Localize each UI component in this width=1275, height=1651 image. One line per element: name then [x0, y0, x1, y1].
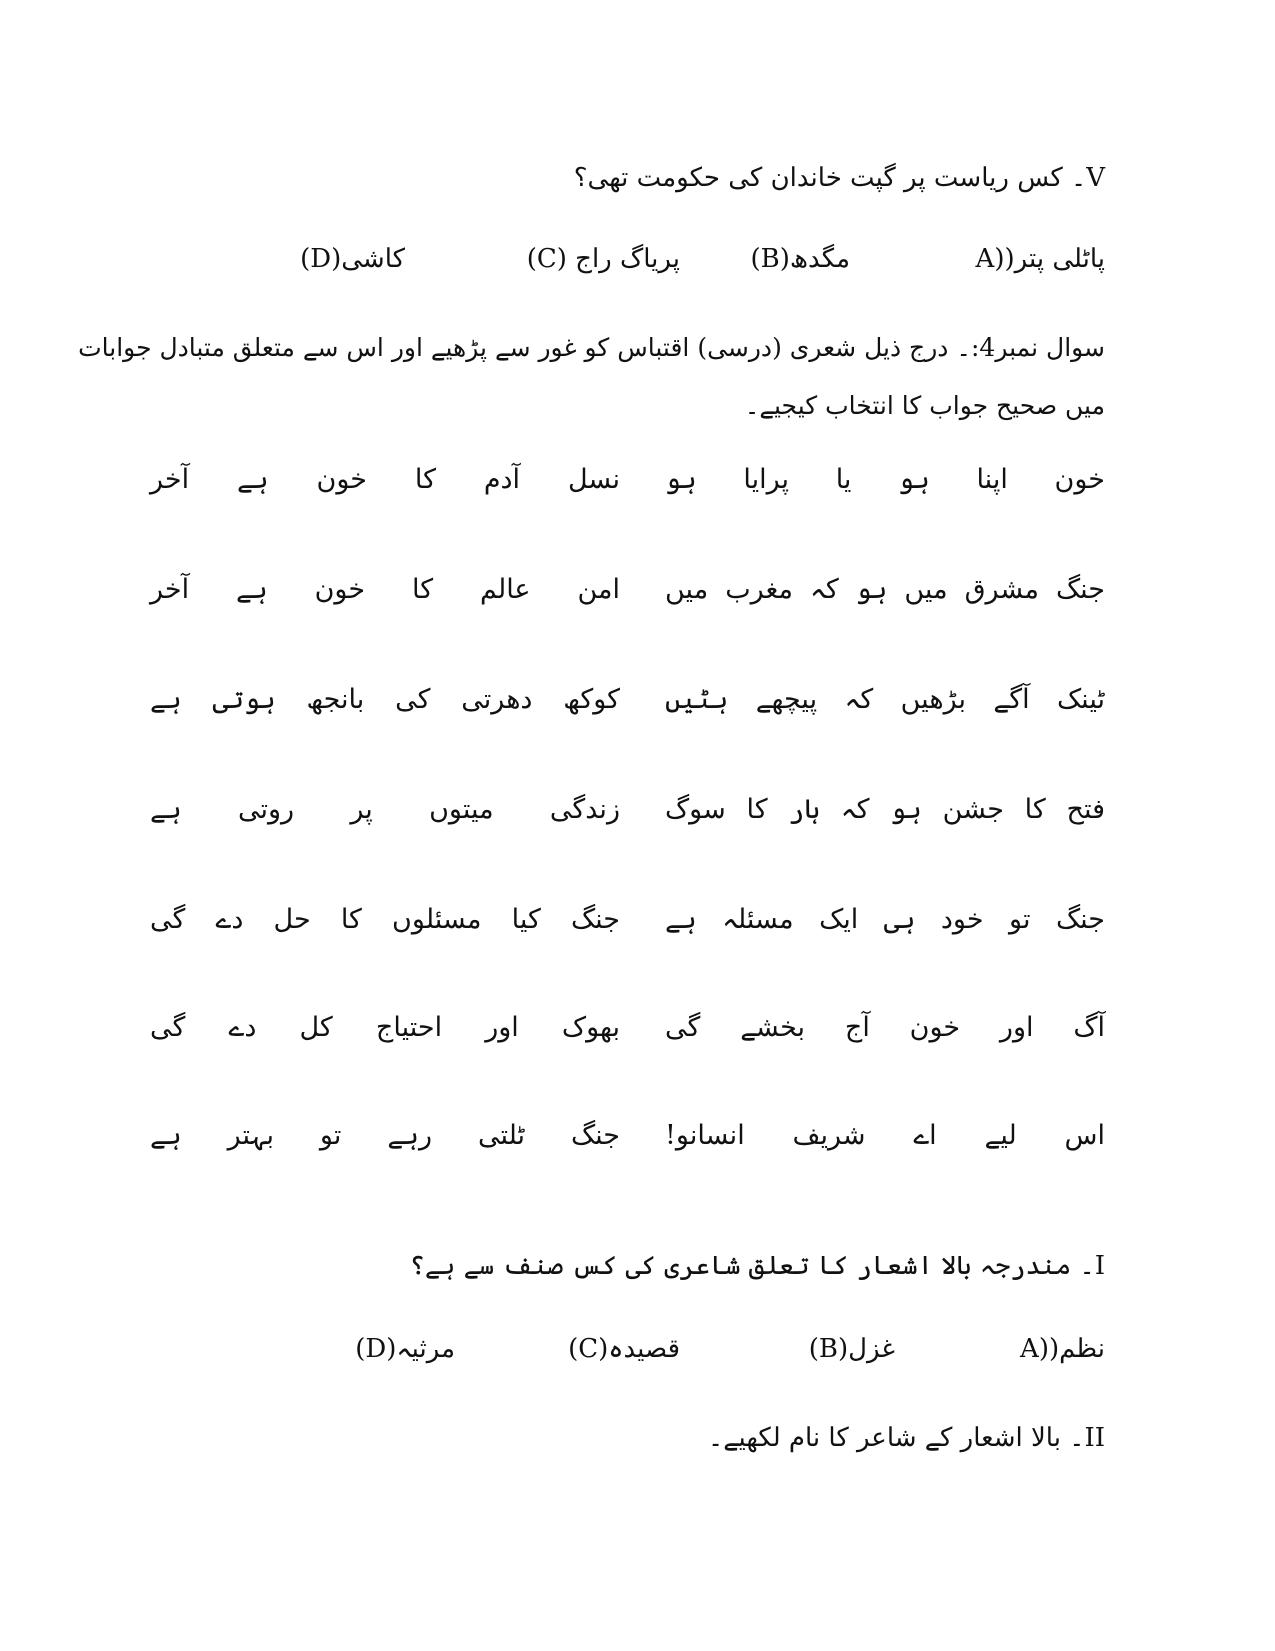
verse-line — [150, 898, 1105, 942]
verse-word: کہ — [844, 684, 874, 715]
verse-word: پرایا — [743, 464, 789, 495]
verse-word: پیچھے — [755, 684, 818, 715]
verse-first-hemistich — [665, 1114, 1105, 1158]
question-4-heading: سوال نمبر4:۔ درج ذیل شعری (درسی) اقتباس کو غور سے پڑھیے اور اس سے متعلق متبادل جوابات — [78, 333, 1105, 362]
verse-word: اور — [999, 1012, 1034, 1043]
question-5-text: V۔ کس ریاست پر گپت خاندان کی حکومت تھی؟ — [573, 163, 1105, 193]
verse-line — [150, 568, 1105, 612]
verse-word: خون — [316, 464, 367, 495]
verse-word: اپنا — [976, 464, 1008, 495]
verse-word: جنگ — [1055, 904, 1105, 935]
verse-second-hemistich — [150, 1114, 620, 1158]
verse-word: مغرب — [725, 574, 793, 605]
question-4-instruction: میں صحیح جواب کا انتخاب کیجیے۔ — [744, 391, 1105, 420]
verse-word: میتوں — [429, 794, 494, 825]
verse-first-hemistich — [665, 568, 1105, 612]
verse-word: خون — [909, 1012, 961, 1043]
verse-word: کا — [340, 904, 362, 935]
verse-word: بہتر — [227, 1120, 274, 1151]
verse-word: ہو — [890, 794, 922, 825]
verse-word: کا — [1024, 794, 1046, 825]
question-5-options — [150, 244, 1105, 284]
verse-word: آدم — [483, 464, 521, 495]
option-d: (D)مرثیہ — [355, 1334, 455, 1364]
verse-word: ہے — [236, 574, 268, 605]
verse-word: گی — [150, 1012, 186, 1043]
verse-word: ہو — [665, 464, 697, 495]
verse-word: نسل — [567, 464, 620, 495]
verse-word: خون — [314, 574, 366, 605]
verse-word: کا — [411, 574, 434, 605]
verse-first-hemistich — [665, 458, 1105, 502]
verse-word: کہ — [840, 794, 870, 825]
verse-second-hemistich — [150, 458, 620, 502]
verse-word: آگ — [1073, 1012, 1105, 1043]
verse-word: مشرق — [964, 574, 1039, 605]
verse-word: دے — [215, 904, 244, 935]
verse-word: عالم — [480, 574, 531, 605]
verse-word: کوکھ — [563, 684, 620, 715]
verse-word: مسئلہ — [722, 904, 794, 935]
verse-word: جنگ — [1055, 574, 1105, 605]
verse-word: کا — [746, 794, 768, 825]
question-i-text: I۔ مندرجہ بالا اشعار کا تعلق شاعری کی کس صنف سے ہے؟ — [409, 1251, 1105, 1281]
verse-word: گی — [665, 1012, 701, 1043]
verse-word: بڑھیں — [900, 684, 966, 715]
verse-line — [150, 458, 1105, 502]
verse-word: ہے — [236, 464, 269, 495]
option-c: (C)قصیدہ — [568, 1334, 680, 1364]
verse-word: کا — [414, 464, 436, 495]
verse-word: انسانو! — [665, 1120, 745, 1151]
verse-word: زندگی — [549, 794, 620, 825]
verse-second-hemistich — [150, 568, 620, 612]
verse-word: اے — [913, 1120, 937, 1151]
verse-second-hemistich — [150, 678, 620, 722]
verse-word: تو — [1009, 904, 1031, 935]
verse-word: ایک — [819, 904, 859, 935]
verse-word: ٹینک — [1057, 684, 1105, 715]
verse-word: تو — [319, 1120, 342, 1151]
verse-word: امن — [577, 574, 620, 605]
verse-word: جنگ — [570, 1120, 620, 1151]
verse-first-hemistich — [665, 678, 1105, 722]
verse-word: بھوک — [561, 1012, 620, 1043]
verse-word: ہے — [150, 794, 182, 825]
verse-word: حل — [273, 904, 311, 935]
verse-word: خود — [940, 904, 984, 935]
verse-word: یا — [835, 464, 852, 495]
verse-word: آخر — [150, 574, 190, 605]
verse-word: ہے — [150, 684, 182, 715]
verse-line — [150, 1114, 1105, 1158]
verse-word: جشن — [942, 794, 1004, 825]
option-b: (B)مگدھ — [750, 244, 850, 274]
verse-word: ہو — [855, 574, 888, 605]
verse-word: دھرتی — [461, 684, 533, 715]
verse-word: کہ — [810, 574, 839, 605]
verse-word: ہوتی — [212, 684, 276, 715]
verse-word: ہے — [150, 1120, 182, 1151]
verse-word: کیا — [511, 904, 541, 935]
option-b: (B)غزل — [808, 1334, 895, 1364]
verse-word: پر — [350, 794, 373, 825]
verse-first-hemistich — [665, 788, 1105, 832]
verse-word: میں — [904, 574, 948, 605]
verse-word: کل — [299, 1012, 333, 1043]
verse-word: شریف — [792, 1120, 866, 1151]
verse-word: آخر — [150, 464, 190, 495]
option-a: A))نظم — [1020, 1334, 1105, 1364]
verse-word: اور — [485, 1012, 519, 1043]
option-d: (D)کاشی — [300, 244, 405, 274]
question-i-options — [150, 1334, 1105, 1374]
question-ii-text: II۔ بالا اشعار کے شاعر کا نام لکھیے۔ — [708, 1423, 1105, 1453]
verse-word: احتیاج — [375, 1012, 443, 1043]
verse-word: آج — [844, 1012, 870, 1043]
verse-word: آگے — [993, 684, 1030, 715]
verse-word: اس — [1064, 1120, 1105, 1151]
verse-first-hemistich — [665, 898, 1105, 942]
verse-word: جنگ — [570, 904, 620, 935]
verse-word: ٹلتی — [477, 1120, 526, 1151]
verse-word: مسئلوں — [392, 904, 482, 935]
verse-word: ہی — [883, 904, 916, 935]
verse-word: کی — [395, 684, 431, 715]
verse-word: بخشے — [740, 1012, 806, 1043]
verse-line — [150, 1006, 1105, 1050]
verse-word: بانجھ — [306, 684, 365, 715]
verse-word: ہے — [665, 904, 697, 935]
verse-word: ہٹیں — [665, 684, 729, 715]
verse-second-hemistich — [150, 788, 620, 832]
verse-word: خون — [1054, 464, 1105, 495]
verse-word: سوگ — [665, 794, 726, 825]
verse-word: رہے — [387, 1120, 432, 1151]
option-c: (C) پریاگ راج — [526, 244, 680, 274]
verse-word: ہار — [788, 794, 820, 825]
verse-word: روتی — [237, 794, 295, 825]
verse-word: فتح — [1066, 794, 1105, 825]
verse-word: ہو — [898, 464, 930, 495]
verse-word: لیے — [984, 1120, 1017, 1151]
verse-first-hemistich — [665, 1006, 1105, 1050]
verse-word: میں — [665, 574, 709, 605]
verse-line — [150, 678, 1105, 722]
verse-word: دے — [228, 1012, 257, 1043]
verse-second-hemistich — [150, 1006, 620, 1050]
verse-line — [150, 788, 1105, 832]
option-a: A))پاٹلی پتر — [975, 244, 1105, 274]
verse-word: گی — [150, 904, 186, 935]
verse-second-hemistich — [150, 898, 620, 942]
